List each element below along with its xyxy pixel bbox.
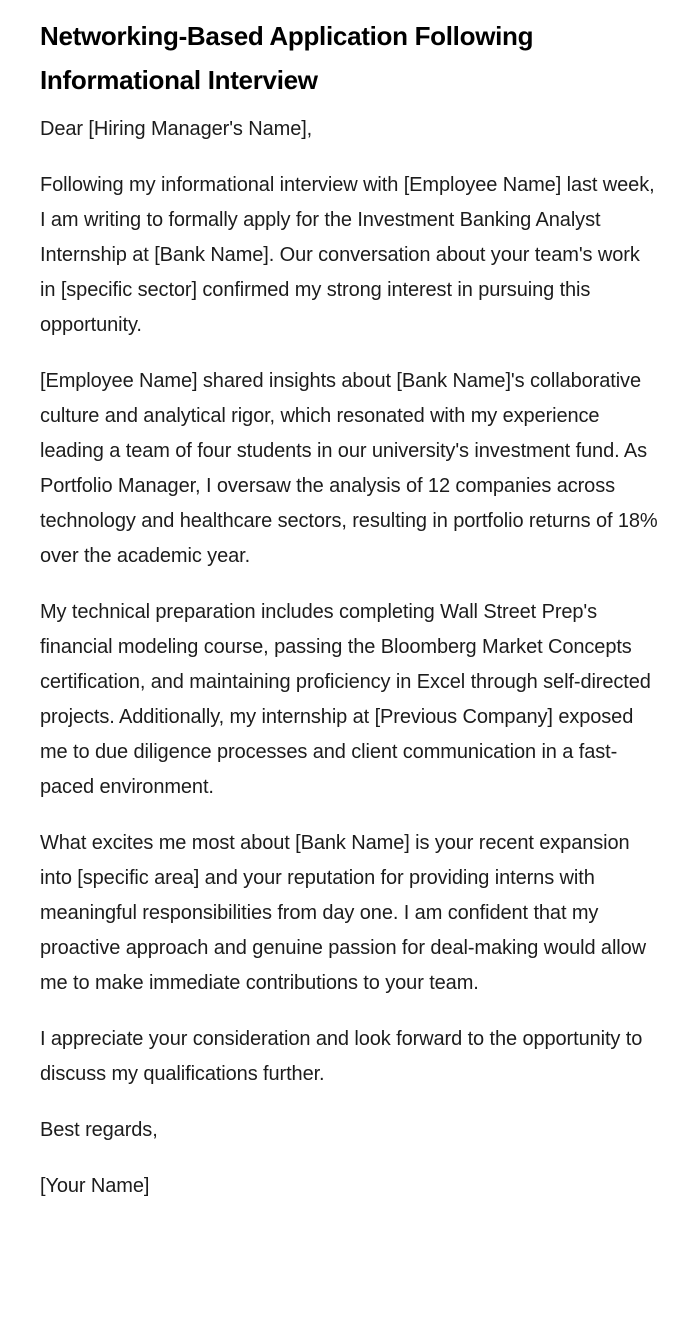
- paragraph-experience: [Employee Name] shared insights about [Bank Name]'s collaborative culture and analytical rigor, which resonated with my experience leading a team of four students in our university's investment fund. As Portfolio Manager, I oversaw the analysis of 12 companies across technology and healthcare sectors, resulting in portfolio returns of 18% over the academic year.: [40, 370, 658, 567]
- signature: [Your Name]: [40, 1175, 150, 1197]
- paragraph-thanks: I appreciate your consideration and look forward to the opportunity to discuss my qualifications further.: [40, 1028, 643, 1085]
- letter-title: Networking-Based Application Following Informational Interview: [40, 21, 534, 95]
- salutation: Dear [Hiring Manager's Name],: [40, 118, 313, 140]
- letter-body: [40, 112, 660, 1204]
- paragraph-opening: Following my informational interview with [Employee Name] last week, I am writing to formally apply for the Investment Banking Analyst Internship at [Bank Name]. Our conversation about your team's work in [specific sector] confirmed my strong interest in pursuing this opportunity.: [40, 174, 655, 336]
- paragraph-technical-skills: My technical preparation includes completing Wall Street Prep's financial modeling course, passing the Bloomberg Market Concepts certification, and maintaining proficiency in Excel through self-directed projects. Additionally, my internship at [Previous Company] exposed me to due diligence processes and client communication in a fast-paced environment.: [40, 601, 651, 798]
- closing: Best regards,: [40, 1119, 158, 1141]
- paragraph-motivation: What excites me most about [Bank Name] is your recent expansion into [specific area] and your reputation for providing interns with meaningful responsibilities from day one. I am confident that my proactive approach and genuine passion for deal-making would allow me to make immediate contributions to your team.: [40, 832, 647, 994]
